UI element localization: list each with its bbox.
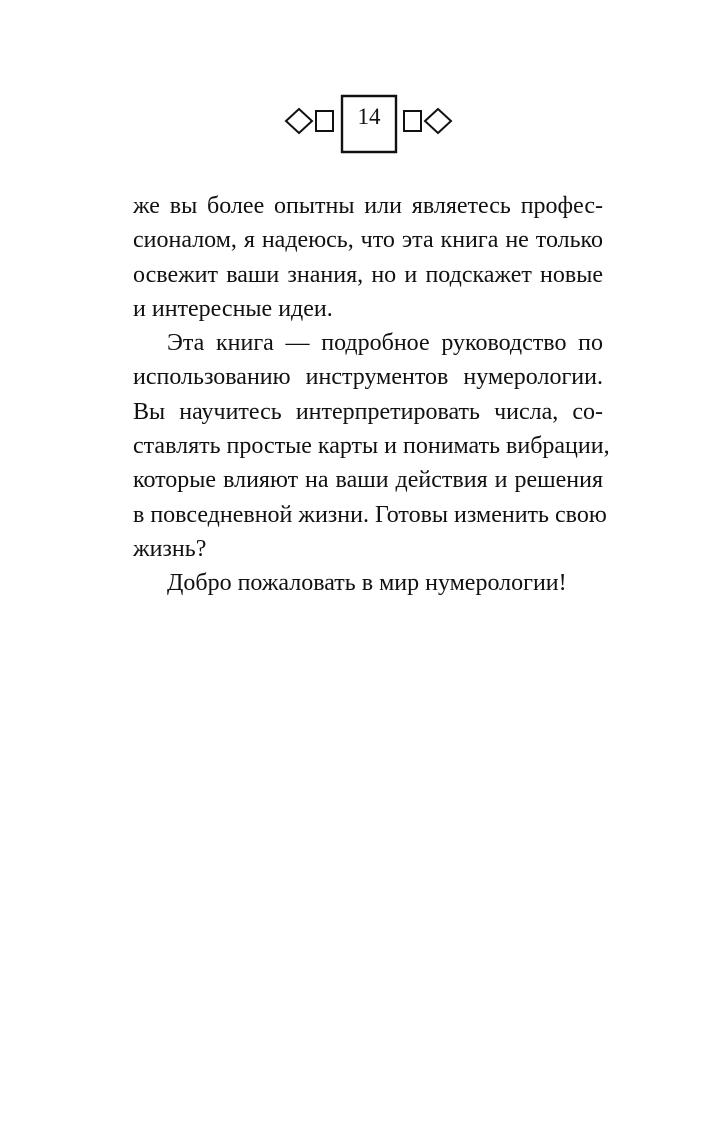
text-line: Эта книга — подробное руководство по	[167, 330, 603, 357]
text-line: которые влияют на ваши действия и решения	[133, 467, 603, 494]
text-line: ставлять простые карты и понимать вибрации,	[133, 433, 610, 460]
text-line: и интересные идеи.	[133, 295, 333, 322]
body-text	[133, 189, 610, 601]
page-number: 14	[357, 104, 381, 129]
left-square-icon	[316, 111, 333, 131]
text-line: освежит ваши знания, но и подскажет новые	[133, 261, 603, 288]
right-diamond-icon	[425, 109, 451, 133]
text-line: Вы научитесь интерпретировать числа, со-	[133, 398, 603, 425]
text-line: использованию инструментов нумерологии.	[133, 364, 603, 391]
right-square-icon	[404, 111, 421, 131]
left-diamond-icon	[286, 109, 312, 133]
page-header-ornament	[0, 88, 709, 158]
text-line: же вы более опытны или являетесь профес-	[133, 193, 603, 219]
text-line: в повседневной жизни. Готовы изменить свою	[133, 501, 607, 528]
text-line: Добро пожаловать в мир нумерологии!	[167, 570, 567, 597]
text-line: жизнь?	[133, 535, 207, 562]
text-line: сионалом, я надеюсь, что эта книга не только	[133, 227, 603, 254]
